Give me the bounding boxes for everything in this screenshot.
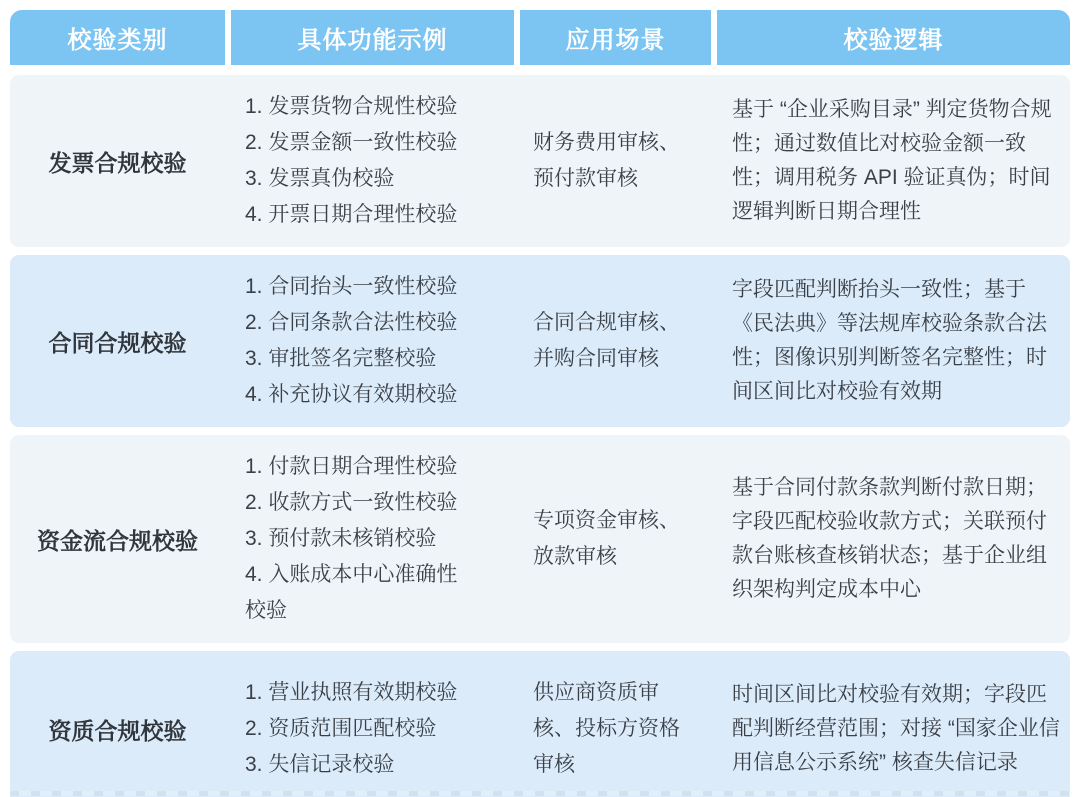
logic-text: 时间区间比对校验有效期；字段匹配判断经营范围；对接 “国家企业信用信息公示系统” 核查失信记录 bbox=[732, 683, 1060, 774]
functions-cell bbox=[231, 651, 514, 797]
scenario-text: 合同合规审核、并购合同审核 bbox=[533, 311, 680, 370]
scenario-cell bbox=[520, 435, 711, 643]
compliance-verification-table bbox=[10, 10, 1070, 797]
function-item: 1. 营业执照有效期校验 bbox=[245, 681, 458, 704]
table-row bbox=[10, 255, 1070, 427]
logic-cell bbox=[717, 75, 1070, 247]
functions-list bbox=[245, 89, 473, 233]
category-cell bbox=[10, 255, 225, 427]
header-verification-logic: 校验逻辑 bbox=[717, 10, 1070, 65]
scenario-text: 专项资金审核、放款审核 bbox=[533, 509, 680, 568]
function-item: 1. 付款日期合理性校验 bbox=[245, 455, 458, 478]
table-row bbox=[10, 435, 1070, 643]
function-item: 2. 资质范围匹配校验 bbox=[245, 717, 437, 740]
category-cell bbox=[10, 651, 225, 797]
functions-list bbox=[245, 675, 473, 783]
logic-cell bbox=[717, 255, 1070, 427]
logic-cell bbox=[717, 435, 1070, 643]
cutoff-content-strip bbox=[10, 791, 1072, 796]
scenario-cell bbox=[520, 651, 711, 797]
scenario-text: 供应商资质审核、投标方资格审核 bbox=[533, 681, 680, 776]
scenario-cell bbox=[520, 255, 711, 427]
header-function-examples: 具体功能示例 bbox=[231, 10, 514, 65]
functions-list bbox=[245, 449, 473, 629]
scenario-text: 财务费用审核、预付款审核 bbox=[533, 131, 680, 190]
logic-cell bbox=[717, 651, 1070, 797]
functions-list bbox=[245, 269, 473, 413]
function-item: 4. 补充协议有效期校验 bbox=[245, 383, 458, 406]
function-item: 2. 发票金额一致性校验 bbox=[245, 131, 458, 154]
function-item: 4. 开票日期合理性校验 bbox=[245, 203, 458, 226]
category-label: 资质合规校验 bbox=[48, 717, 187, 744]
logic-text: 字段匹配判断抬头一致性；基于《民法典》等法规库校验条款合法性；图像识别判断签名完整性；时间区间比对校验有效期 bbox=[732, 278, 1047, 403]
logic-text: 基于 “企业采购目录” 判定货物合规性；通过数值比对校验金额一致性；调用税务 API 验证真伪；时间逻辑判断日期合理性 bbox=[732, 98, 1052, 223]
table-row bbox=[10, 75, 1070, 247]
function-item: 3. 审批签名完整校验 bbox=[245, 347, 437, 370]
function-item: 2. 合同条款合法性校验 bbox=[245, 311, 458, 334]
category-label: 发票合规校验 bbox=[48, 149, 187, 176]
functions-cell bbox=[231, 435, 514, 643]
table-body bbox=[10, 75, 1070, 797]
function-item: 1. 发票货物合规性校验 bbox=[245, 95, 458, 118]
category-cell bbox=[10, 75, 225, 247]
category-cell bbox=[10, 435, 225, 643]
functions-cell bbox=[231, 75, 514, 247]
function-item: 3. 预付款未核销校验 bbox=[245, 527, 437, 550]
table-header-row bbox=[10, 10, 1070, 65]
logic-text: 基于合同付款条款判断付款日期；字段匹配校验收款方式；关联预付款台账核查核销状态；基于企业组织架构判定成本中心 bbox=[732, 476, 1047, 601]
function-item: 4. 入账成本中心准确性校验 bbox=[245, 563, 458, 622]
scenario-cell bbox=[520, 75, 711, 247]
category-label: 资金流合规校验 bbox=[37, 527, 198, 554]
header-verification-category: 校验类别 bbox=[10, 10, 225, 65]
function-item: 2. 收款方式一致性校验 bbox=[245, 491, 458, 514]
header-application-scenario: 应用场景 bbox=[520, 10, 711, 65]
function-item: 1. 合同抬头一致性校验 bbox=[245, 275, 458, 298]
table-row bbox=[10, 651, 1070, 797]
function-item: 3. 失信记录校验 bbox=[245, 753, 395, 776]
function-item: 3. 发票真伪校验 bbox=[245, 167, 395, 190]
functions-cell bbox=[231, 255, 514, 427]
category-label: 合同合规校验 bbox=[48, 329, 187, 356]
